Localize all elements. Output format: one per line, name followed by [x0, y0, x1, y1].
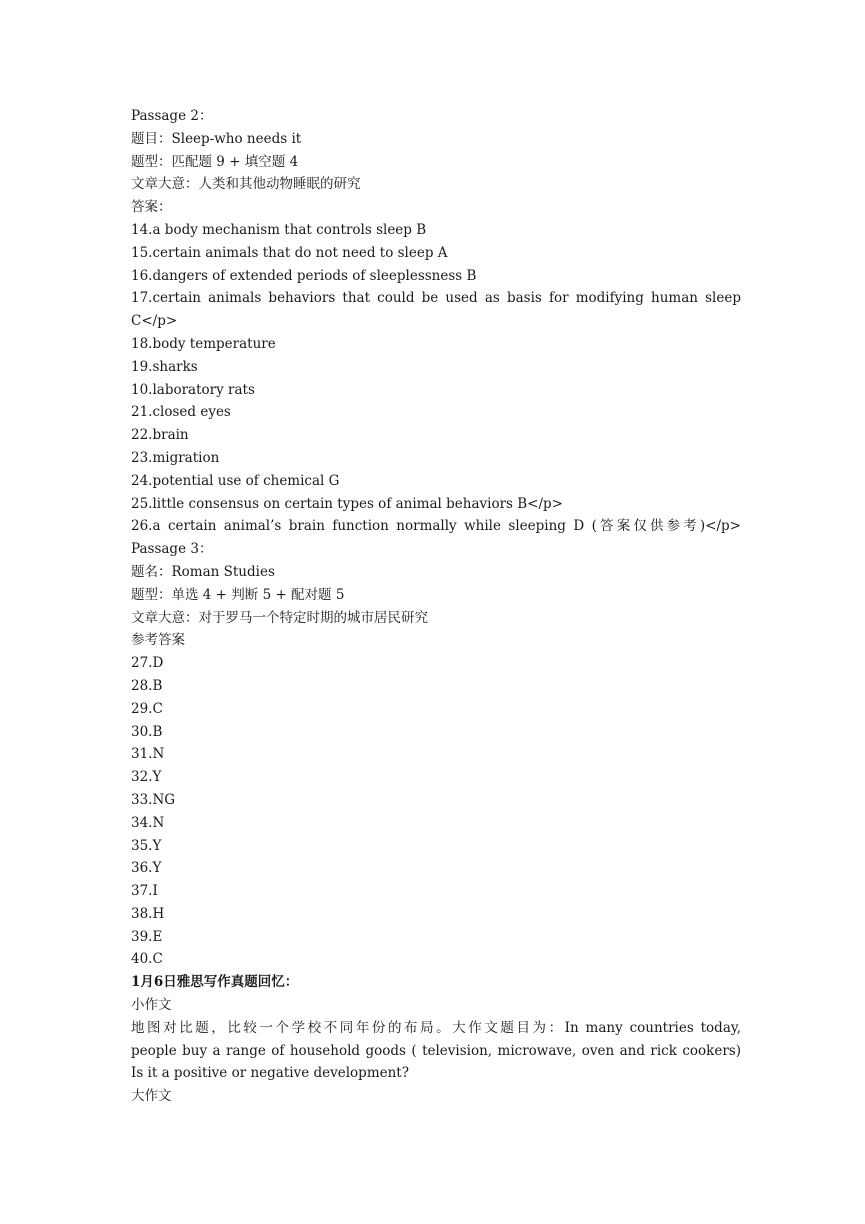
answer-line: 34.N [131, 814, 165, 831]
answer-line: 25.little consensus on certain types of animal behaviors B</p> [131, 495, 563, 512]
task1-text-line: Is it a positive or negative development? [131, 1065, 409, 1082]
passage3-type: 题型：单选 4 + 判断 5 + 配对题 5 [131, 586, 345, 603]
passage3-header: Passage 3： [131, 541, 213, 558]
answer-line: 35.Y [131, 837, 162, 854]
answer-line: 21.closed eyes [131, 404, 231, 421]
answer-line: 18.body temperature [131, 335, 276, 352]
writing-heading: 1月6日雅思写作真题回忆： [131, 974, 299, 991]
answer-line: C</p> [131, 313, 178, 330]
document-page [131, 105, 741, 1108]
answer-line: 14.a body mechanism that controls sleep B [131, 221, 427, 238]
answer-line: 10.laboratory rats [131, 381, 255, 398]
answer-line: 24.potential use of chemical G [131, 472, 340, 489]
passage2-type: 题型：匹配题 9 + 填空题 4 [131, 153, 299, 170]
answer-line: 33.NG [131, 791, 176, 808]
passage3-summary: 文章大意：对于罗马一个特定时期的城市居民研究 [131, 609, 428, 626]
task1-label: 小作文 [131, 997, 172, 1014]
answer-line: 28.B [131, 677, 163, 694]
passage2-answers-label: 答案： [131, 199, 172, 216]
passage2-title: 题目：Sleep-who needs it [131, 130, 302, 147]
answer-line: 19.sharks [131, 358, 198, 375]
answer-line: 15.certain animals that do not need to sleep A [131, 244, 448, 261]
answer-line: 27.D [131, 655, 164, 672]
answer-line: 31.N [131, 746, 165, 763]
answer-line: 23.migration [131, 449, 220, 466]
task2-label: 大作文 [131, 1088, 172, 1105]
task1-text-line: 地图对比题，比较一个学校不同年份的布局。大作文题目为：In many countries today, [131, 1019, 741, 1036]
passage3-title: 题名：Roman Studies [131, 563, 275, 580]
answer-line: 36.Y [131, 860, 162, 877]
answer-line: 26.a certain animal’s brain function normally while sleeping D (答案仅供参考)</p> [131, 518, 741, 535]
answer-line: 16.dangers of extended periods of sleeplessness B [131, 267, 477, 284]
passage2-header: Passage 2： [131, 108, 213, 124]
task1-text-line: people buy a range of household goods ( television, microwave, oven and rick cookers) [131, 1042, 741, 1059]
answer-line: 32.Y [131, 769, 162, 786]
answer-line: 40.C [131, 951, 163, 968]
answer-line: 37.I [131, 883, 158, 900]
answer-line: 29.C [131, 700, 163, 717]
answer-line: 39.E [131, 928, 163, 945]
passage3-answers-label: 参考答案 [131, 632, 185, 649]
answer-line: 38.H [131, 905, 165, 922]
passage2-summary: 文章大意：人类和其他动物睡眠的研究 [131, 176, 361, 193]
answer-line: 22.brain [131, 427, 189, 444]
answer-line: 17.certain animals behaviors that could be used as basis for modifying human sleep [131, 290, 741, 307]
answer-line: 30.B [131, 723, 163, 740]
